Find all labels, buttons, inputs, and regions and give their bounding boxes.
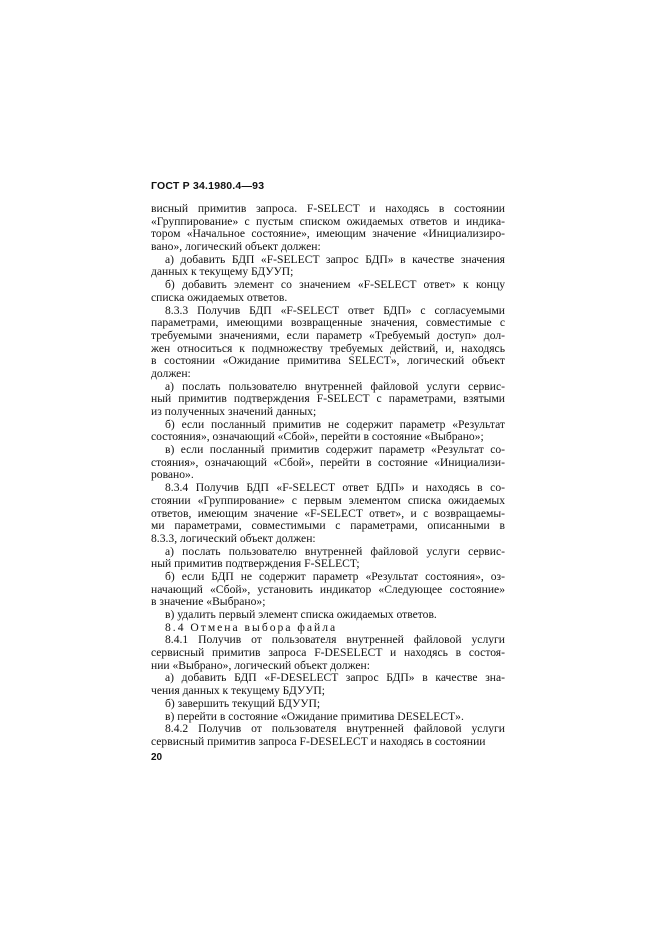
text-line: стояния», означающий «Сбой», перейти в состояние «Инициализи-	[151, 456, 505, 469]
text-line: ный примитив подтверждения F-SELECT с параметрами, взятыми	[151, 393, 505, 406]
text-line: 8.4.1 Получив от пользователя внутренней файловой услуги	[165, 634, 505, 647]
text-line: в) перейти в состояние «Ожидание примитива DESELECT».	[165, 710, 464, 723]
text-line: б) если БДП не содержит параметр «Результат состояния», оз-	[165, 570, 505, 583]
text-line: сервисный примитив запроса F-DESELECT и находясь в состоя-	[151, 647, 505, 660]
text-line: б) завершить текущий БДУУП;	[165, 697, 321, 710]
text-line: б) если посланный примитив не содержит параметр «Результат	[165, 418, 505, 431]
section-heading: 8.4 Отмена выбора файла	[165, 621, 338, 634]
text-line: жен относиться к подмножеству требуемых действий, и, находясь	[151, 342, 505, 355]
text-line: чения данных к текущему БДУУП;	[151, 685, 325, 698]
text-line: требуемыми значениями, если параметр «Требуемый доступ» дол-	[151, 329, 505, 342]
text-line: ровано».	[151, 469, 194, 482]
text-line: ми параметрами, совместимыми с параметрами, описанными в	[151, 520, 505, 533]
text-line: стоянии «Группирование» с первым элементом списка ожидаемых	[151, 494, 505, 507]
text-line: б) добавить элемент со значением «F-SELECT ответ» к концу	[165, 279, 505, 292]
text-line: должен:	[151, 367, 191, 380]
text-line: а) добавить БДП «F-DESELECT запрос БДП» в качестве зна-	[165, 672, 505, 685]
text-line: 8.3.3, логический объект должен:	[151, 532, 316, 545]
text-line: ответов, имеющим значение «F-SELECT ответ», и с возвращаемы-	[151, 507, 505, 520]
text-line: данных к текущему БДУУП;	[151, 266, 294, 279]
document-body	[151, 203, 505, 749]
text-line: параметрами, имеющими возвращенные значения, совместимые с	[151, 317, 505, 330]
text-line: 8.4.2 Получив от пользователя внутренней файловой услуги	[165, 723, 505, 736]
text-line: а) послать пользователю внутренней файловой услуги сервис-	[165, 380, 505, 393]
text-line: состояния», означающий «Сбой», перейти в состояние «Выбрано»;	[151, 431, 484, 444]
page-number: 20	[151, 752, 163, 763]
text-line: нии «Выбрано», логический объект должен:	[151, 659, 370, 672]
document-header: ГОСТ Р 34.1980.4—93	[151, 180, 265, 192]
text-line: в значение «Выбрано»;	[151, 596, 266, 609]
text-line: в состоянии «Ожидание примитива SELECT», логический объект	[151, 355, 505, 368]
text-line: 8.3.3 Получив БДП «F-SELECT ответ БДП» с согласуемыми	[165, 304, 505, 317]
text-line: начающий «Сбой», установить индикатор «Следующее состояние»	[151, 583, 505, 596]
text-line: а) послать пользователю внутренней файловой услуги сервис-	[165, 545, 505, 558]
text-line: висный примитив запроса. F-SELECT и находясь в состоянии	[151, 203, 505, 215]
text-line: в) если посланный примитив содержит параметр «Результат со-	[165, 444, 505, 457]
text-line: ный примитив подтверждения F-SELECT;	[151, 558, 360, 571]
text-line: «Группирование» с пустым списком ожидаемых ответов и индика-	[151, 215, 505, 228]
text-line: сервисный примитив запроса F-DESELECT и находясь в состоянии	[151, 735, 486, 748]
text-line: тором «Начальное состояние», имеющим значение «Инициализиро-	[151, 228, 505, 241]
text-line: из полученных значений данных;	[151, 406, 317, 418]
text-line: а) добавить БДП «F-SELECT запрос БДП» в качестве значения	[165, 253, 505, 266]
text-line: 8.3.4 Получив БДП «F-SELECT ответ БДП» и находясь в со-	[165, 482, 505, 495]
text-line: списка ожидаемых ответов.	[151, 291, 288, 304]
text-line: в) удалить первый элемент списка ожидаемых ответов.	[165, 609, 437, 621]
text-line: вано», логический объект должен:	[151, 241, 321, 254]
